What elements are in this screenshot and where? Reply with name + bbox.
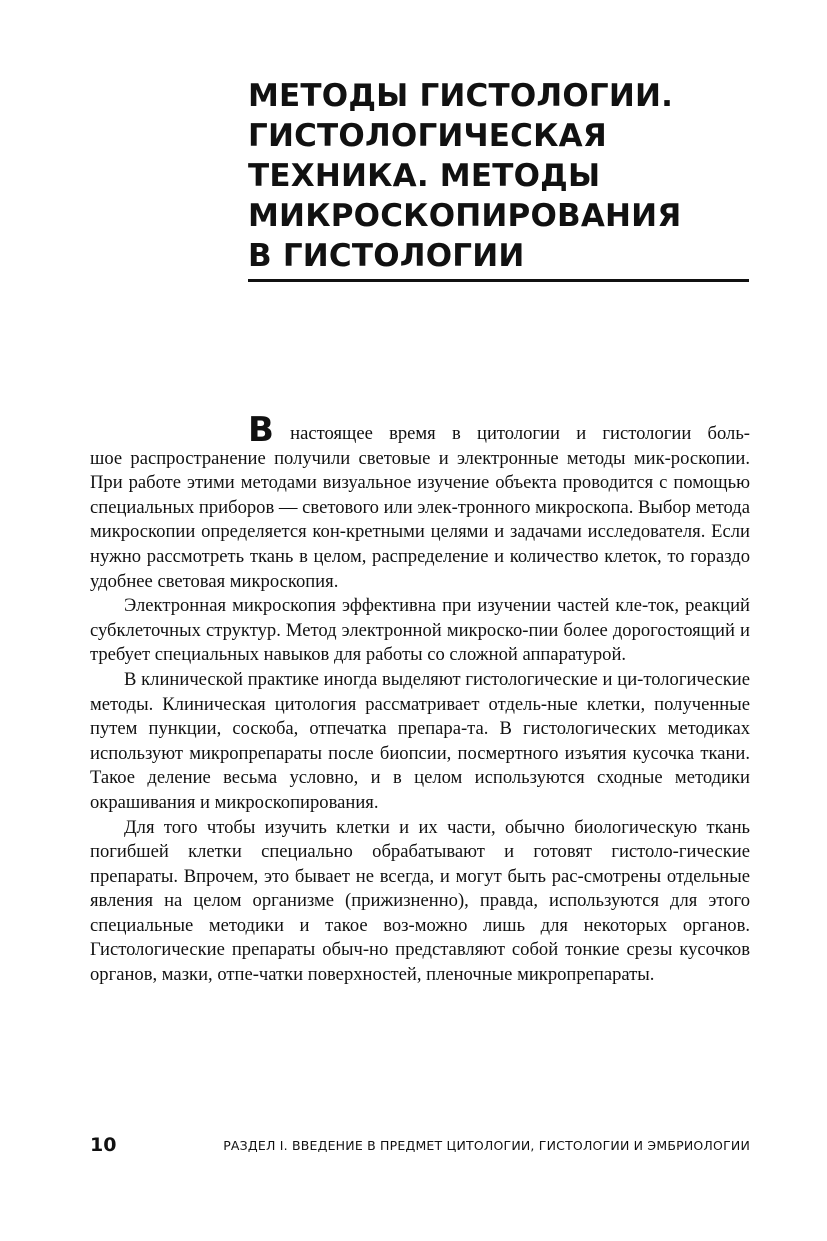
paragraph-4: Для того чтобы изучить клетки и их части, обычно биологическую ткань погибшей клетки специально обрабатывают и готовят гистоло-гические препараты. Впрочем, это бывает не всегда, и могут быть рас-смотрены отдельные явления на целом организме (прижизненно), правда, используются для этого специальные методики и такое воз-можно лишь для некоторых органов. Гистологические препараты обыч-но представляют собой тонкие срезы кусочков органов, мазки, отпе-чатки поверхностей, пленочные микропрепараты. — [90, 816, 750, 986]
paragraph-3: В клинической практике иногда выделяют гистологические и ци-тологические методы. Клиническая цитология рассматривает отдель-ные клетки, полученные путем пункции, соскоба, отпечатка препара-та. В гистологических методиках используют микропрепараты после биопсии, посмертного изъятия кусочка ткани. Такое деление весьма условно, и в целом используются сходные методики окрашивания и микроскопирования. — [90, 668, 750, 813]
running-footer: РАЗДЕЛ I. ВВЕДЕНИЕ В ПРЕДМЕТ ЦИТОЛОГИИ, ГИСТОЛОГИИ И ЭМБРИОЛОГИИ — [223, 1138, 750, 1153]
chapter-title-line: В ГИСТОЛОГИИ — [248, 238, 525, 274]
body-text — [90, 410, 750, 988]
paragraph-2: Электронная микроскопия эффективна при изучении частей кле-ток, реакций субклеточных структур. Метод электронной микроско-пии более дорогостоящий и требует специальных навыков для работы со сложной аппаратурой. — [90, 595, 750, 666]
title-divider — [248, 279, 749, 282]
drop-cap: В — [248, 410, 274, 450]
page-number: 10 — [90, 1134, 117, 1156]
first-line-text: настоящее время в цитологии и гистологии боль- — [273, 423, 750, 444]
chapter-title-line: МЕТОДЫ ГИСТОЛОГИИ. — [248, 78, 674, 114]
chapter-title — [248, 76, 768, 276]
chapter-title-line: ГИСТОЛОГИЧЕСКАЯ — [248, 118, 607, 154]
chapter-title-line: ТЕХНИКА. МЕТОДЫ — [248, 158, 601, 194]
chapter-title-line: МИКРОСКОПИРОВАНИЯ — [248, 198, 682, 234]
first-line — [90, 410, 750, 450]
paragraph-1 — [90, 410, 750, 594]
paragraph-1-rest: шое распространение получили световые и электронные методы мик-роскопии. При работе этими методами визуальное изучение объекта проводится с помощью специальных приборов — светового или элек-тронного микроскопа. Выбор метода микроскопии определяется кон-кретными целями и задачами исследователя. Если нужно рассмотреть ткань в целом, распределение и количество клеток, то гораздо удобнее световая микроскопия. — [90, 447, 750, 592]
